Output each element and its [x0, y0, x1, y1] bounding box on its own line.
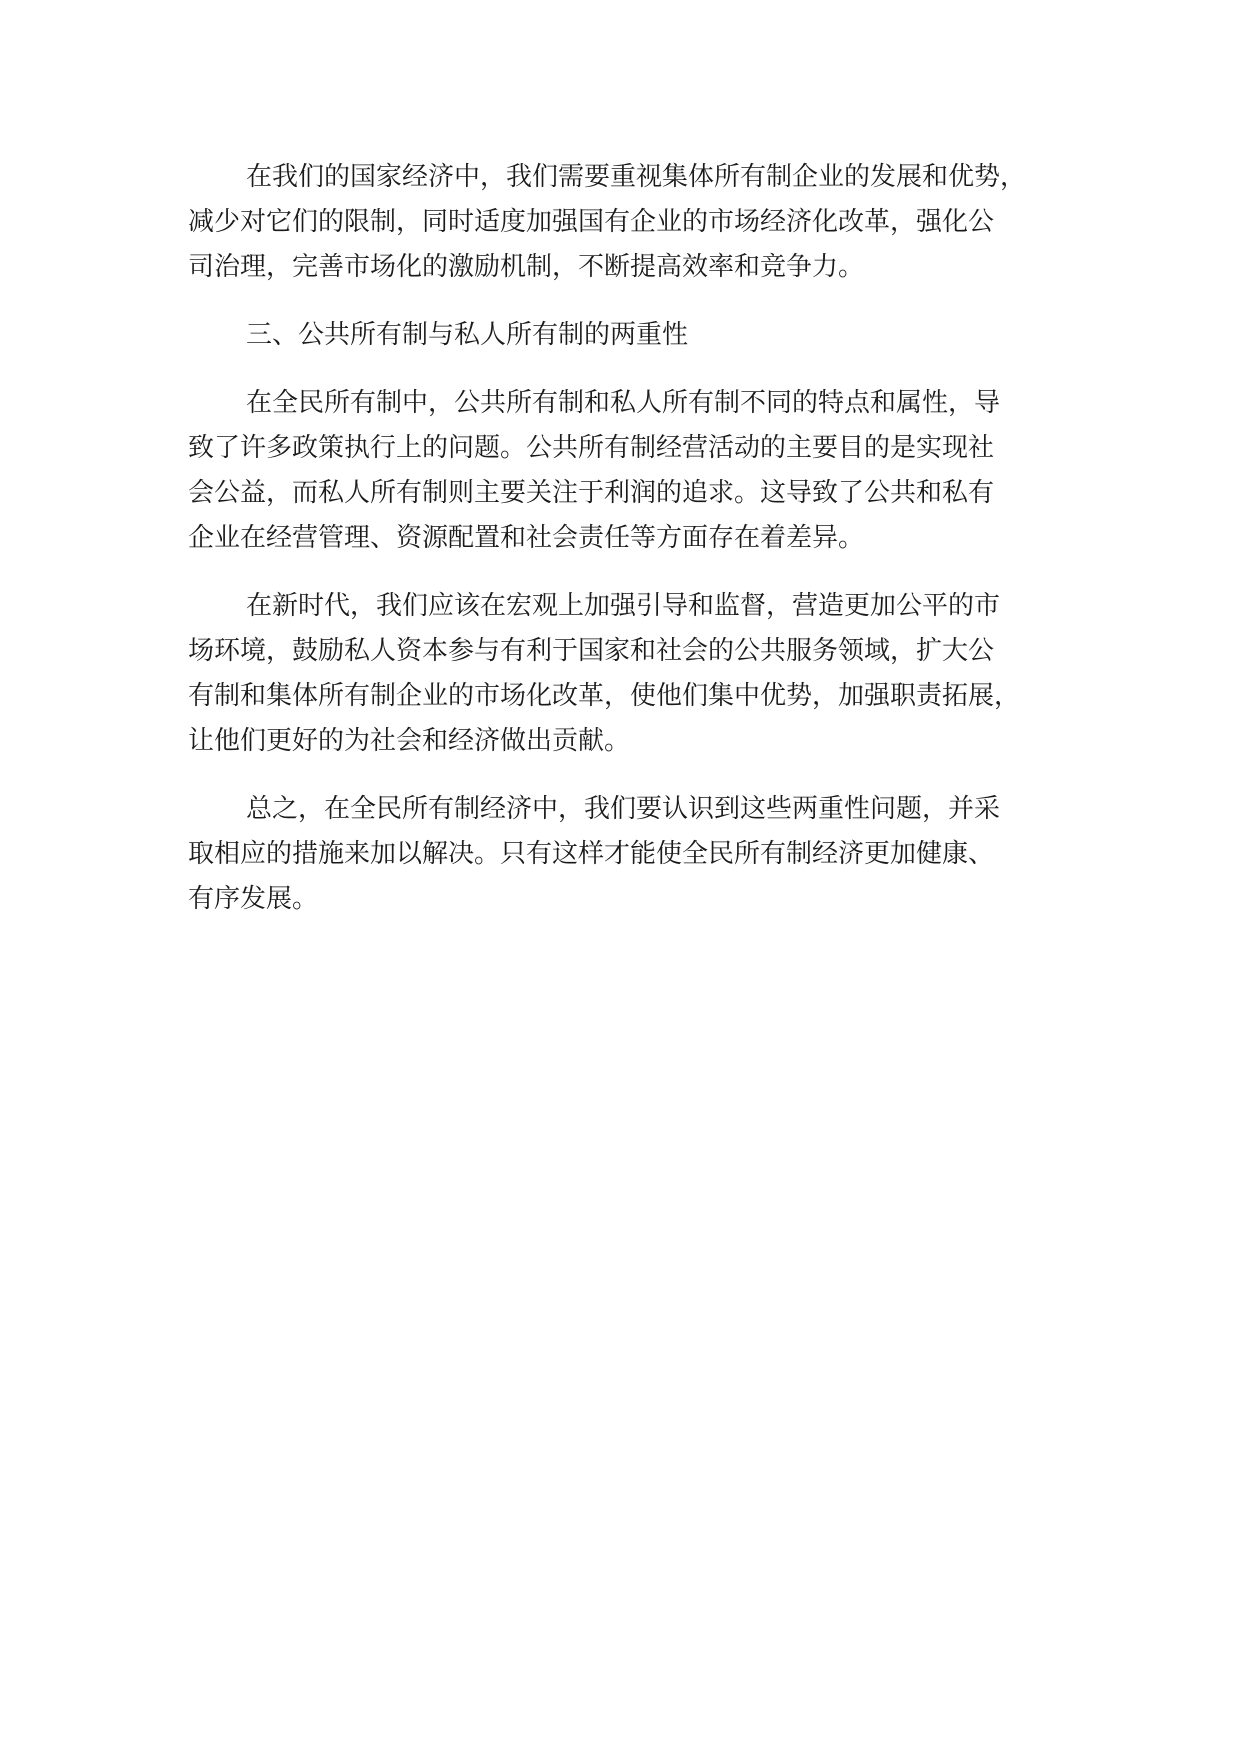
document-body [188, 155, 1088, 945]
section-heading [188, 313, 1088, 358]
text-line: 企业在经营管理、资源配置和社会责任等方面存在着差异。 [188, 523, 865, 553]
text-line: 在全民所有制中，公共所有制和私人所有制不同的特点和属性，导 [246, 388, 1001, 418]
text-line: 有序发展。 [188, 884, 319, 914]
text-line: 让他们更好的为社会和经济做出贡献。 [188, 726, 631, 756]
text-line: 取相应的措施来加以解决。只有这样才能使全民所有制经济更加健康、 [188, 839, 995, 869]
text-line: 有制和集体所有制企业的市场化改革，使他们集中优势，加强职责拓展， [188, 681, 1021, 711]
text-line: 在我们的国家经济中，我们需要重视集体所有制企业的发展和优势， [246, 162, 1027, 192]
paragraph-conclusion [188, 787, 1088, 922]
text-line: 在新时代，我们应该在宏观上加强引导和监督，营造更加公平的市 [246, 591, 1001, 621]
paragraph-new-era [188, 584, 1088, 764]
text-line: 减少对它们的限制，同时适度加强国有企业的市场经济化改革，强化公 [188, 207, 995, 237]
text-line: 总之，在全民所有制经济中，我们要认识到这些两重性问题，并采 [246, 794, 1001, 824]
text-line: 会公益，而私人所有制则主要关注于利润的追求。这导致了公共和私有 [188, 478, 995, 508]
paragraph-duality [188, 381, 1088, 561]
text-line: 场环境，鼓励私人资本参与有利于国家和社会的公共服务领域，扩大公 [188, 636, 995, 666]
paragraph-collective-ownership [188, 155, 1088, 290]
section-heading-text: 三、公共所有制与私人所有制的两重性 [246, 320, 689, 350]
text-line: 司治理，完善市场化的激励机制，不断提高效率和竞争力。 [188, 252, 865, 282]
text-line: 致了许多政策执行上的问题。公共所有制经营活动的主要目的是实现社 [188, 433, 995, 463]
